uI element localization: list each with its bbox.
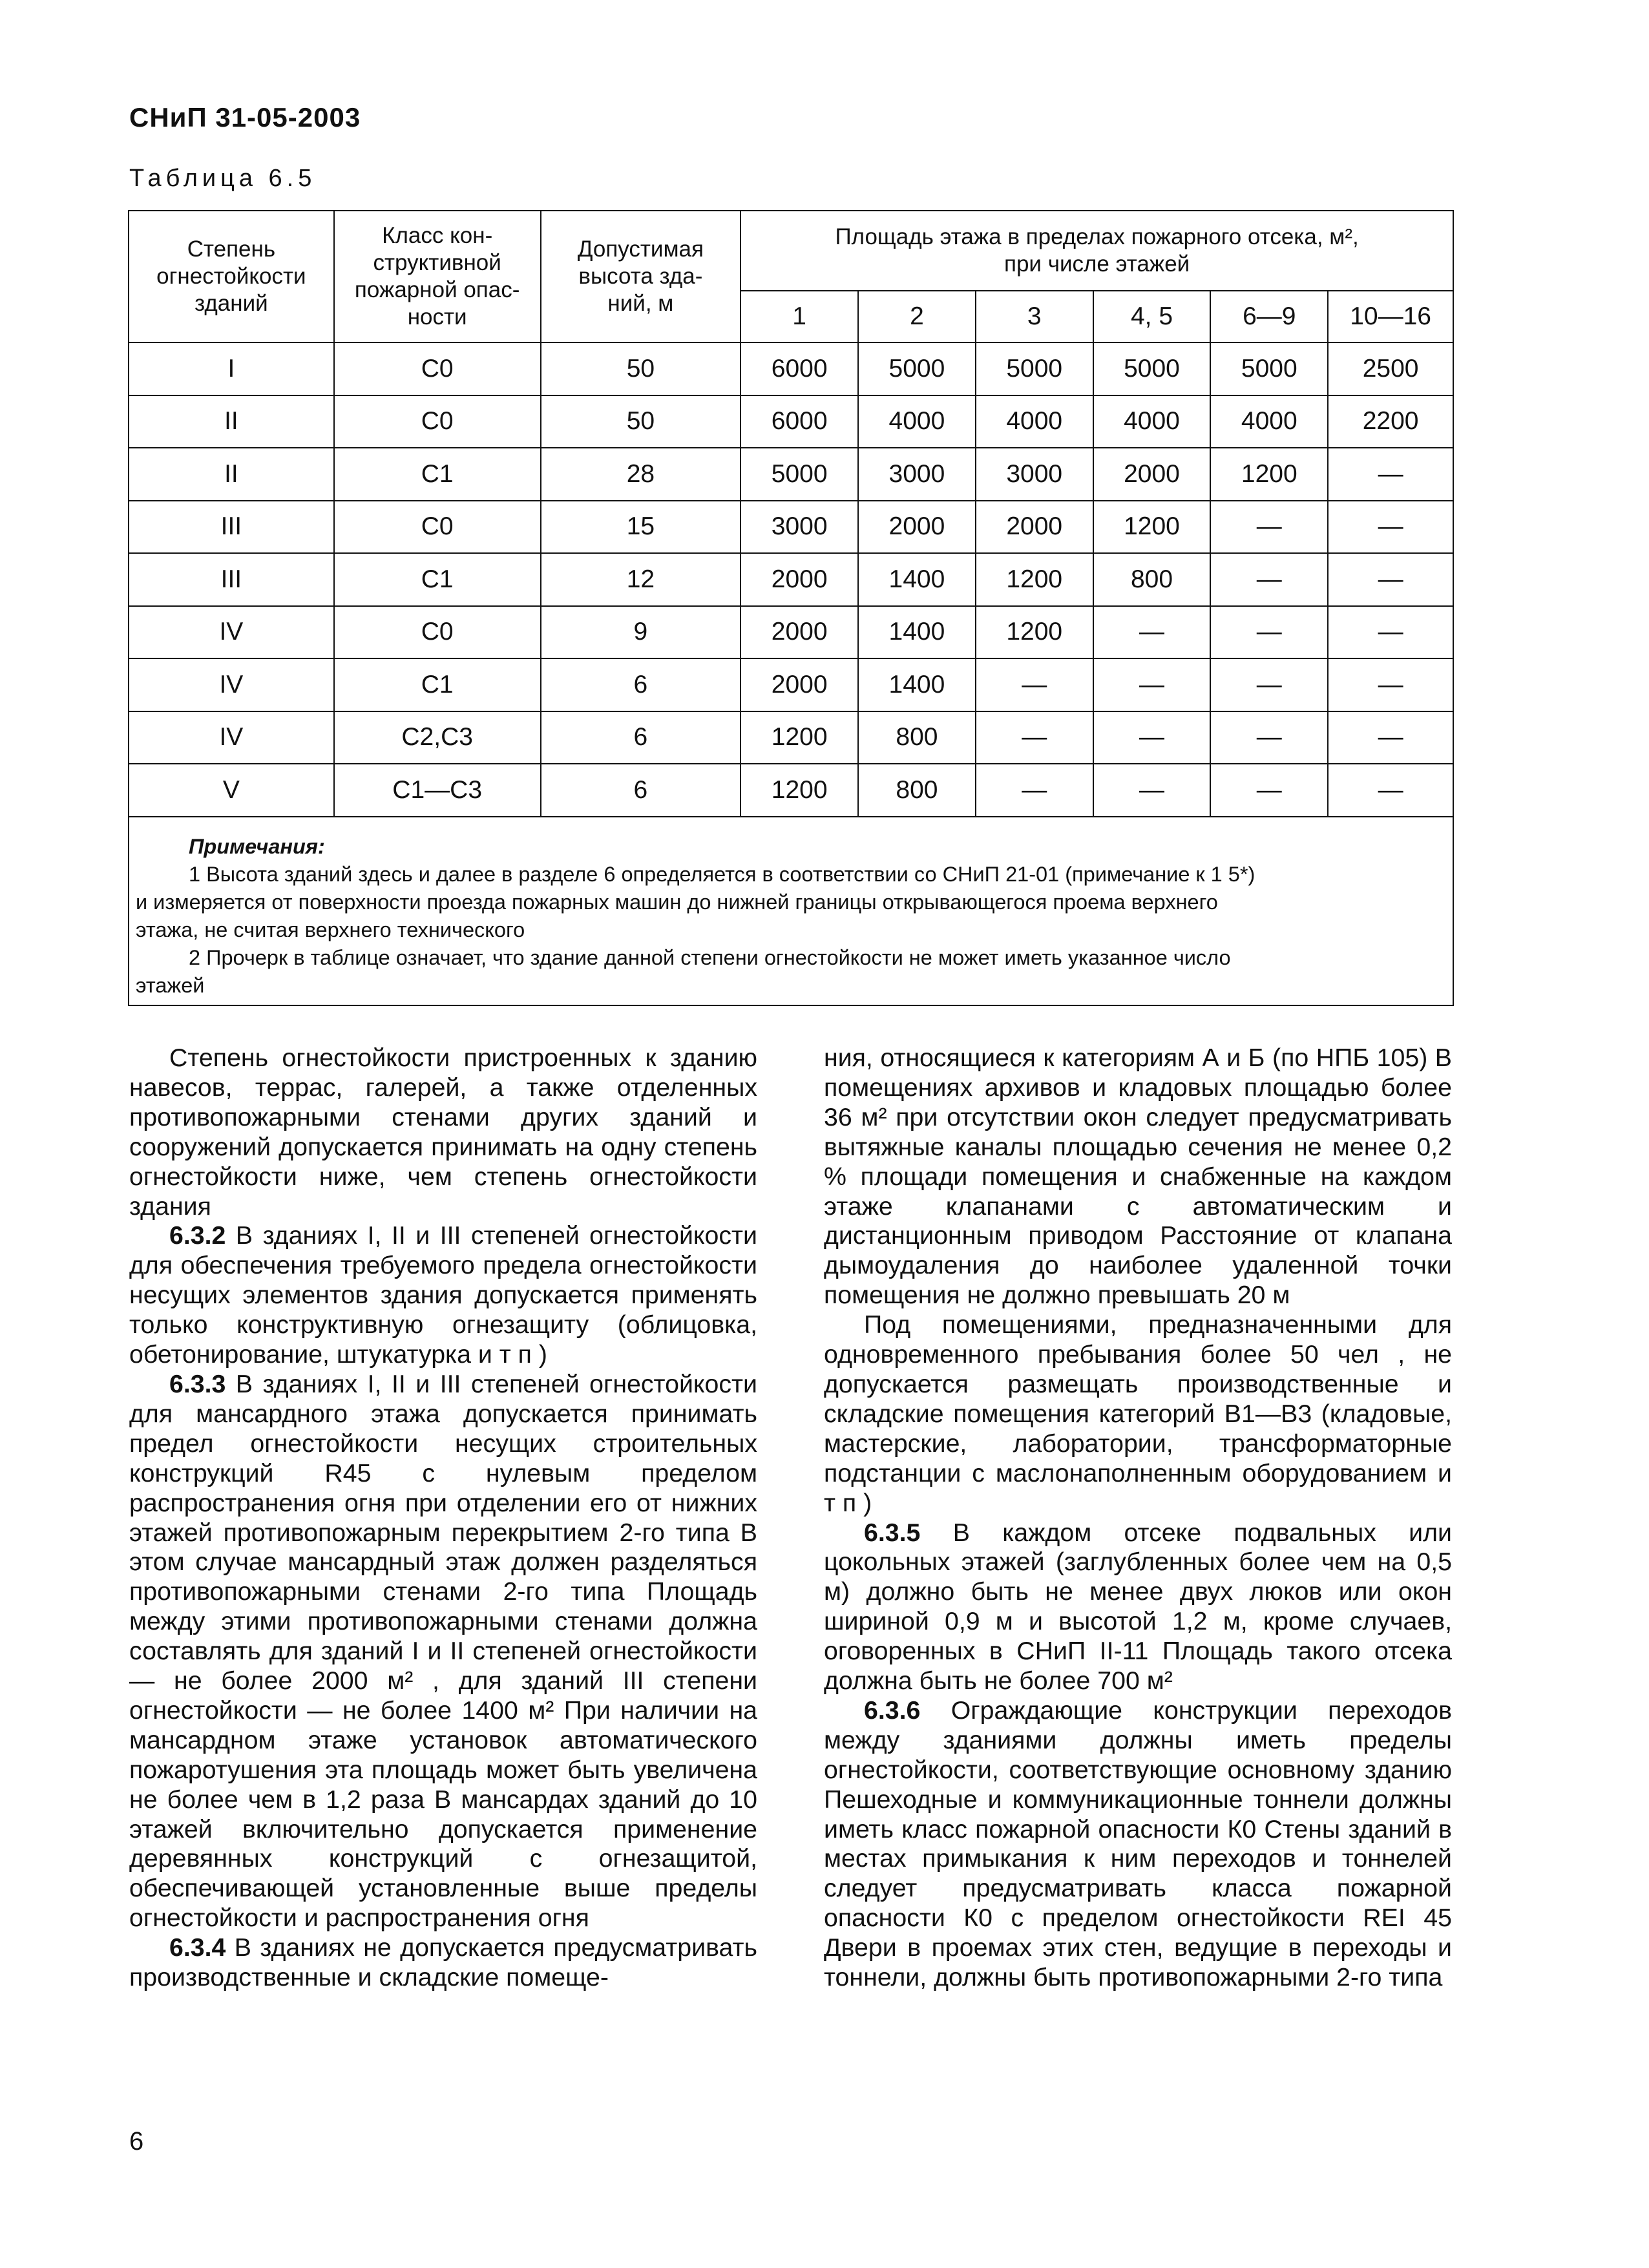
table-cell: — [1093,658,1211,711]
table-cell: — [1210,606,1328,659]
table-cell: 1200 [1093,501,1211,554]
table-cell: 5000 [740,448,858,501]
note-2-line-2: этажей [136,973,205,997]
note-2-line-1: 2 Прочерк в таблице означает, что здание данной степени огнестойкости не может иметь указанное число [189,945,1231,969]
table-cell: 2200 [1328,395,1453,448]
header-structural-class: Класс кон- структивной пожарной опас- ности [334,211,541,342]
table-cell: 2000 [740,658,858,711]
table-cell: С1 [334,448,541,501]
floors-header-cell: 1 [740,291,858,342]
table-cell: — [1328,711,1453,764]
table-cell: 1400 [858,658,976,711]
table-row [129,606,1453,659]
table-cell: V [129,764,334,817]
table-cell: 2000 [1093,448,1211,501]
floors-header-cell: 6—9 [1210,291,1328,342]
table-body [129,342,1453,817]
paragraph: 6.3.5 В каждом отсеке подвальных или цокольных этажей (заглубленных более чем на 0,5 м) должно быть не менее двух люков или окон шириной 0,9 м и высотой 1,2 м, кроме случаев, оговоренных в СНиП II-11 Площадь такого отсека должна быть не более 700 м² [824,1518,1452,1696]
floors-header-cell: 4, 5 [1093,291,1211,342]
table-cell: 4000 [1093,395,1211,448]
table-cell: 3000 [976,448,1093,501]
table-cell: — [1210,711,1328,764]
table-cell: 6 [541,658,741,711]
note-1-line-2: и измеряется от поверхности проезда пожарных машин до нижней границы открывающегося проема верхнего [136,890,1218,914]
table-cell: 2000 [740,553,858,606]
table-cell: С1 [334,658,541,711]
table-cell: 1200 [740,764,858,817]
table-cell: 5000 [1093,342,1211,395]
paragraph: ния, относящиеся к категориям А и Б (по НПБ 105) В помещениях архивов и кладовых площадью более 36 м² при отсутствии окон следует предусматривать вытяжные каналы площадью сечения не менее 0,2 % площади помещения и снабженные на каждом этаже клапанами с автоматическим и дистанционным приводом Расстояние от клапана дымоудаления до наиболее удаленной точки помещения не должно превышать 20 м [824,1044,1452,1310]
table-cell: 1200 [976,606,1093,659]
table-cell: — [1210,501,1328,554]
table-cell: 800 [858,711,976,764]
table-notes-row [129,817,1453,1005]
table-title: Таблица 6.5 [129,165,317,192]
table-cell: — [1328,501,1453,554]
header-fire-resistance: Степень огнестойкости зданий [129,211,334,342]
table-row [129,658,1453,711]
floors-header-cell: 3 [976,291,1093,342]
clause-number: 6.3.5 [864,1518,921,1547]
floors-header-cell: 10—16 [1328,291,1453,342]
table-cell: С0 [334,606,541,659]
table-cell: С0 [334,501,541,554]
table-row [129,395,1453,448]
fire-compartment-table [128,210,1454,1006]
table-cell: IV [129,711,334,764]
table-cell: 28 [541,448,741,501]
paragraph: Степень огнестойкости пристроенных к зданию навесов, террас, галерей, а также отделенных противопожарными стенами других зданий и сооружений допускается принимать на одну степень огнестойкости ниже, чем степень огнестойкости здания [129,1044,757,1221]
table-cell: 2000 [858,501,976,554]
header-floor-area: Площадь этажа в пределах пожарного отсека, м², при числе этажей [740,211,1453,291]
table-cell: — [976,764,1093,817]
table-cell: 4000 [976,395,1093,448]
table-cell: 1200 [1210,448,1328,501]
table-cell: 800 [1093,553,1211,606]
table-cell: 50 [541,395,741,448]
clause-number: 6.3.4 [169,1933,226,1962]
table-cell: I [129,342,334,395]
table-cell: 2500 [1328,342,1453,395]
table-cell: 5000 [1210,342,1328,395]
table-notes [129,817,1453,1005]
note-1-line-1: 1 Высота зданий здесь и далее в разделе 6 определяется в соответствии со СНиП 21-01 (примечание к 1 5*) [189,862,1255,886]
table-cell: — [1328,658,1453,711]
clause-number: 6.3.2 [169,1221,226,1250]
table-cell: 50 [541,342,741,395]
table-cell: 3000 [858,448,976,501]
table-cell: 2000 [976,501,1093,554]
table-row [129,501,1453,554]
header-allowed-height: Допустимая высота зда- ний, м [541,211,741,342]
table-cell: II [129,395,334,448]
table-row [129,711,1453,764]
left-text-column [129,1044,757,1993]
table-cell: 9 [541,606,741,659]
table-cell: IV [129,658,334,711]
paragraph: 6.3.2 В зданиях I, II и III степеней огнестойкости для обеспечения требуемого предела огнестойкости несущих элементов здания допускается применять только конструктивную огнезащиту (облицовка, обетонирование, штукатурка и т п ) [129,1221,757,1369]
table-cell: — [1210,764,1328,817]
table-cell: С0 [334,342,541,395]
table-cell: 3000 [740,501,858,554]
paragraph: Под помещениями, предназначенными для одновременного пребывания более 50 чел , не допускается размещать производственные и складские помещения категорий В1—В3 (кладовые, мастерские, лаборатории, трансформаторные подстанции с маслонаполненным оборудованием и т п ) [824,1310,1452,1517]
table-cell: 4000 [858,395,976,448]
clause-number: 6.3.6 [864,1696,921,1725]
table-cell: 4000 [1210,395,1328,448]
paragraph: 6.3.6 Ограждающие конструкции переходов между зданиями должны иметь пределы огнестойкости, соответствующие основному зданию Пешеходные и коммуникационные тоннели должны иметь класс пожарной опасности К0 Стены зданий в местах примыкания к ним переходов и тоннелей следует предусматривать класса пожарной опасности К0 с пределом огнестойкости REI 45 Двери в проемах этих стен, ведущие в переходы и тоннели, должны быть противопожарными 2-го типа [824,1696,1452,1992]
table-header-row [129,211,1453,291]
table-cell: 6 [541,711,741,764]
table-cell: 5000 [858,342,976,395]
table-cell: С0 [334,395,541,448]
page-number: 6 [129,2127,144,2156]
table-cell: — [1093,711,1211,764]
table-cell: III [129,501,334,554]
floors-header-cell: 2 [858,291,976,342]
table-cell: — [1328,606,1453,659]
table-cell: 1400 [858,606,976,659]
paragraph: 6.3.3 В зданиях I, II и III степеней огнестойкости для мансардного этажа допускается принимать предел огнестойкости несущих строительных конструкций R45 с нулевым пределом распространения огня при отделении его от нижних этажей противопожарным перекрытием 2-го типа В этом случае мансардный этаж должен разделяться противопожарными стенами 2-го типа Площадь между этими противопожарными стенами должна составлять для зданий I и II степеней огнестойкости — не более 2000 м² , для зданий III степени огнестойкости — не более 1400 м² При наличии на мансардном этаже установок автоматического пожаротушения эта площадь может быть увеличена не более чем в 1,2 раза В мансардах зданий до 10 этажей включительно допускается применение деревянных конструкций с огнезащитой, обеспечивающей установленные выше пределы огнестойкости и распространения огня [129,1369,757,1933]
table-cell: III [129,553,334,606]
table-cell: — [1093,764,1211,817]
table-cell: — [1093,606,1211,659]
table-cell: 15 [541,501,741,554]
table-cell: IV [129,606,334,659]
table-cell: — [1328,553,1453,606]
note-1-line-3: этажа, не считая верхнего технического [136,918,525,941]
notes-title: Примечания: [189,834,325,858]
document-code: СНиП 31-05-2003 [129,102,361,132]
table-cell: — [1210,553,1328,606]
table-cell: — [1210,658,1328,711]
table-cell: 5000 [976,342,1093,395]
table-cell: II [129,448,334,501]
table-cell: — [976,711,1093,764]
table-cell: С1 [334,553,541,606]
table-cell: 6 [541,764,741,817]
table-row [129,764,1453,817]
table-cell: 6000 [740,342,858,395]
table-cell: С1—С3 [334,764,541,817]
table-cell: 1200 [740,711,858,764]
table-cell: — [1328,448,1453,501]
clause-number: 6.3.3 [169,1369,226,1398]
table-row [129,448,1453,501]
table-cell: 1400 [858,553,976,606]
table-cell: 12 [541,553,741,606]
table-cell: 800 [858,764,976,817]
table-cell: С2,С3 [334,711,541,764]
table-cell: — [976,658,1093,711]
table-row [129,342,1453,395]
table-cell: 2000 [740,606,858,659]
table-cell: — [1328,764,1453,817]
table-cell: 1200 [976,553,1093,606]
table-row [129,553,1453,606]
right-text-column [824,1044,1452,1993]
paragraph: 6.3.4 В зданиях не допускается предусматривать производственные и складские помеще- [129,1933,757,1992]
table-cell: 6000 [740,395,858,448]
